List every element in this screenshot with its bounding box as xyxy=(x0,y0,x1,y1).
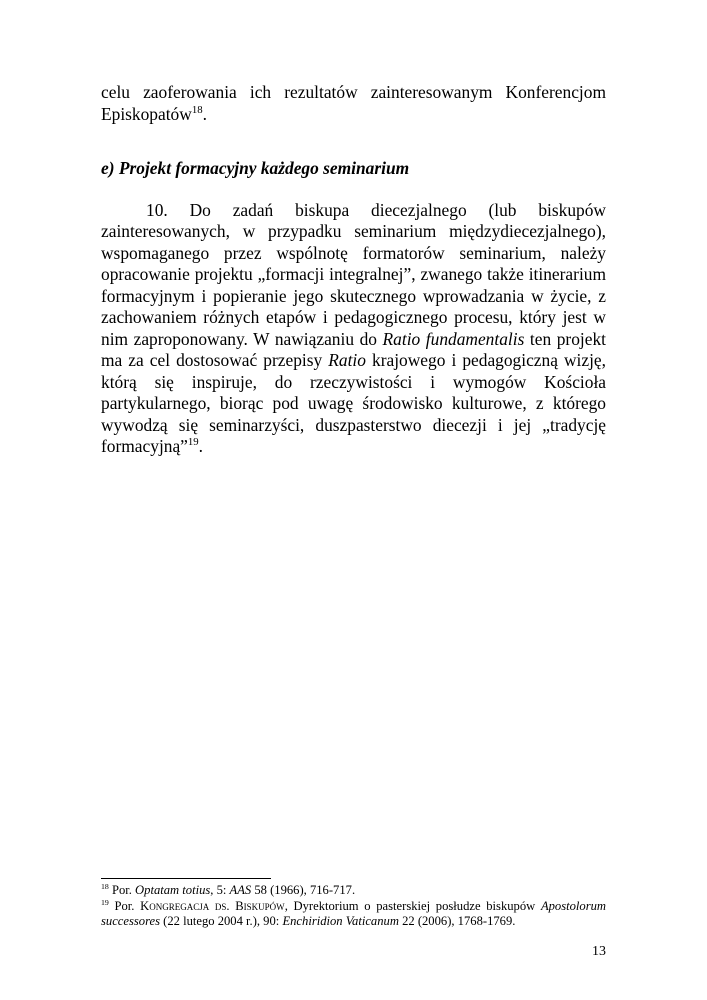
footnote-number: 19 xyxy=(101,897,109,907)
paragraph-text: krajowego i pedagogiczną wizję, którą się inspiruje, do rzeczywistości i wymogów Kościoła partykularnego, biorąc pod uwagę środowisko kulturowe, z którego wywodzą się seminarzyści, duszpasterstwo diecezji i jej „tradycję formacyjną” xyxy=(101,350,606,456)
footnote-text: (22 lutego 2004 r.), 90: xyxy=(160,914,283,929)
page-body xyxy=(101,82,606,458)
page-number: 13 xyxy=(592,944,606,959)
footnotes xyxy=(101,878,606,930)
italic-title: Enchiridion Vaticanum xyxy=(282,914,399,929)
footnote-text: 22 (2006), 1768-1769. xyxy=(398,914,516,929)
footnote-text: , Dyrektorium o pasterskiej posłudze biskupów xyxy=(284,898,541,913)
italic-title: Optatam totius xyxy=(135,883,211,897)
footnote-ref-18[interactable]: 18 xyxy=(191,103,203,116)
italic-title: Ratio fundamentalis xyxy=(382,328,525,349)
italic-title: Ratio xyxy=(328,350,366,370)
footnote-divider xyxy=(101,878,271,879)
paragraph-continuation xyxy=(101,82,606,125)
footnote-text: 58 (1966), 716-717. xyxy=(251,883,356,897)
italic-title: AAS xyxy=(229,883,252,897)
footnote-ref-19[interactable]: 19 xyxy=(187,436,199,449)
paragraph-end: . xyxy=(198,436,204,456)
italic-title: Apostolorum successores xyxy=(101,898,607,929)
author-smallcaps: Kongregacja ds. Biskupów xyxy=(140,898,285,913)
footnote-text: Por. xyxy=(108,898,141,913)
paragraph-text: ten projekt ma za cel dostosować przepisy xyxy=(101,328,606,370)
paragraph-text: 10. Do zadań biskupa diecezjalnego (lub biskupów zainteresowanych, w przypadku seminarium międzydiecezjalnego), wspomaganego przez wspólnotę formatorów seminarium, należy opracowanie projektu „formacji integralnej”, zwanego także itinerarium formacyjnym i popieranie jego skutecznego wprowadzania w życie, z zachowaniem różnych etapów i pedagogicznego procesu, który jest w nim zaproponowany. W nawiązaniu do xyxy=(101,199,606,349)
paragraph-10 xyxy=(101,200,606,458)
footnote-number: 18 xyxy=(101,881,109,891)
footnote-text: , 5: xyxy=(210,883,230,897)
footnote-text: Por. xyxy=(108,883,136,897)
section-heading: e) Projekt formacyjny każdego seminarium xyxy=(101,158,410,178)
footnote-19 xyxy=(101,899,606,930)
paragraph-end: . xyxy=(202,103,207,124)
footnote-18 xyxy=(101,883,606,899)
paragraph-text: celu zaoferowania ich rezultatów zainteresowanym Konferencjom Episkopatów xyxy=(101,82,606,124)
